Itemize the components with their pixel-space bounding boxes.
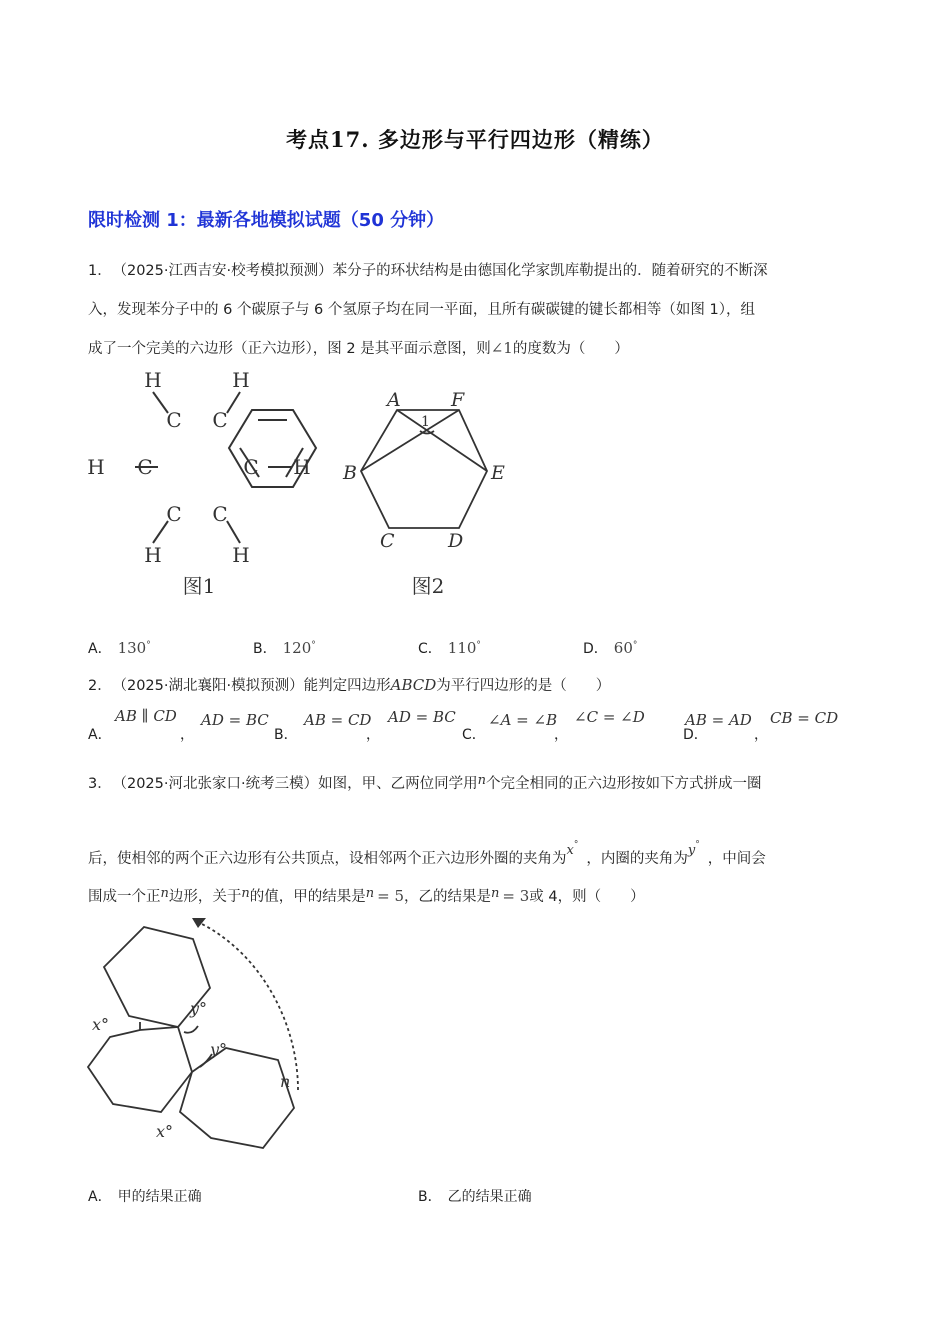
- q2-option-a[interactable]: A． AB ∥ CD ， AD = BC: [88, 707, 269, 743]
- q1-option-a[interactable]: A． 130°: [88, 639, 151, 657]
- section-heading: 限时检测 1：最新各地模拟试题（50 分钟）: [88, 210, 445, 231]
- atom-h: H: [144, 368, 162, 392]
- q2-option-d[interactable]: D．: [683, 727, 708, 743]
- vertex-e-label: E: [491, 462, 505, 484]
- q2-source: （2025·湖北襄阳·模拟预测）: [119, 678, 304, 694]
- q3-number: 3．: [88, 776, 112, 792]
- arrow-head: [192, 918, 206, 928]
- figure-2-caption: 图2: [411, 574, 445, 598]
- atom-h: H: [293, 455, 311, 479]
- q2-option-c[interactable]: C． ∠A = ∠B ， ∠C = ∠D: [462, 708, 645, 743]
- atom-c: C: [212, 408, 228, 432]
- atom-c: C: [137, 455, 153, 479]
- inner-angle-label-y: y°: [190, 999, 208, 1018]
- inner-angle-arc-top: [184, 1026, 198, 1033]
- q2-option-d-comma: ，: [754, 727, 768, 743]
- q1-line3: 成了一个完美的六边形（正六边形），图 2 是其平面示意图，则∠1的度数为（ ）: [88, 339, 629, 357]
- vertex-c-label: C: [380, 530, 395, 552]
- q2-line1: 2． （2025·湖北襄阳·模拟预测）能判定四边形ABCD为平行四边形的是（ ）: [88, 676, 611, 694]
- hexagon-right: [180, 1048, 294, 1148]
- figure-3-hexagon-ring: [80, 912, 320, 1170]
- atom-c: C: [166, 502, 182, 526]
- q2-option-d-cond2: CB = CD: [770, 709, 839, 727]
- q1-line1: [88, 261, 768, 281]
- q2-option-d-cond1: AB = AD: [685, 711, 752, 729]
- figure-1-caption: 图1: [182, 574, 216, 598]
- polygon-n-label: n: [280, 1072, 291, 1091]
- angle-1-label: 1: [421, 414, 430, 430]
- inner-angle-label-y: y°: [210, 1040, 228, 1059]
- q3-option-b[interactable]: B． 乙的结果正确: [418, 1189, 532, 1205]
- atom-c: C: [166, 408, 182, 432]
- vertex-a-label: A: [387, 389, 401, 411]
- q3-source: （2025·河北张家口·统考三模）: [119, 776, 319, 792]
- q1-source: （2025·江西吉安·校考模拟预测）: [119, 263, 333, 279]
- q1-option-d[interactable]: D． 60°: [583, 639, 638, 657]
- hexagon-left: [88, 1027, 192, 1112]
- q1-number: 1．: [88, 263, 112, 279]
- q2-option-b[interactable]: B． AB = CD ， AD = BC: [274, 708, 456, 743]
- q3-line2: 后，使相邻的两个正六边形有公共顶点，设相邻两个正六边形外圈的夹角为x°，内圈的夹角为y°，中间会: [88, 840, 766, 867]
- atom-h: H: [232, 368, 250, 392]
- atom-h: H: [87, 455, 105, 479]
- q1-line2: 入，发现苯分子中的 6 个碳原子与 6 个氢原子均在同一平面，且所有碳碳键的键长都相等（如图 1），组: [88, 302, 755, 318]
- vertex-d-label: D: [448, 530, 464, 552]
- atom-h: H: [144, 543, 162, 567]
- atom-c: C: [212, 502, 228, 526]
- q2-number: 2．: [88, 678, 112, 694]
- page-title: 考点17. 多边形与平行四边形（精练）: [286, 127, 664, 152]
- figure-2-hexagon: [335, 388, 520, 603]
- bond-top-right-h: [227, 392, 240, 413]
- q1-option-b[interactable]: B． 120°: [253, 639, 316, 657]
- vertex-f-label: F: [451, 389, 465, 411]
- outer-angle-label-x: x°: [92, 1015, 110, 1034]
- atom-c: C: [243, 455, 259, 479]
- q3-line1: 3． （2025·河北张家口·统考三模）如图，甲、乙两位同学用n个完全相同的正六边形按如下方式拼成一圈: [88, 773, 762, 792]
- angle-1-symbol: ∠1: [490, 339, 513, 357]
- outer-angle-label-x: x°: [156, 1122, 174, 1141]
- dashed-arrow-path: [198, 922, 298, 1090]
- q3-option-a[interactable]: A． 甲的结果正确: [88, 1189, 202, 1205]
- q3-line3: 围成一个正n边形，关于n的值，甲的结果是n = 5，乙的结果是n = 3或 4，则（ ）: [88, 886, 645, 905]
- q1-option-c[interactable]: C． 110°: [418, 639, 481, 657]
- vertex-b-label: B: [343, 462, 357, 484]
- figure-1-benzene: [80, 365, 320, 605]
- q1-line1-text: 苯分子的环状结构是由德国化学家凯库勒提出的．随着研究的不断深: [332, 263, 768, 279]
- bond-bottom-right-h: [227, 521, 240, 543]
- atom-h: H: [232, 543, 250, 567]
- quadrilateral-abcd: ABCD: [390, 676, 437, 694]
